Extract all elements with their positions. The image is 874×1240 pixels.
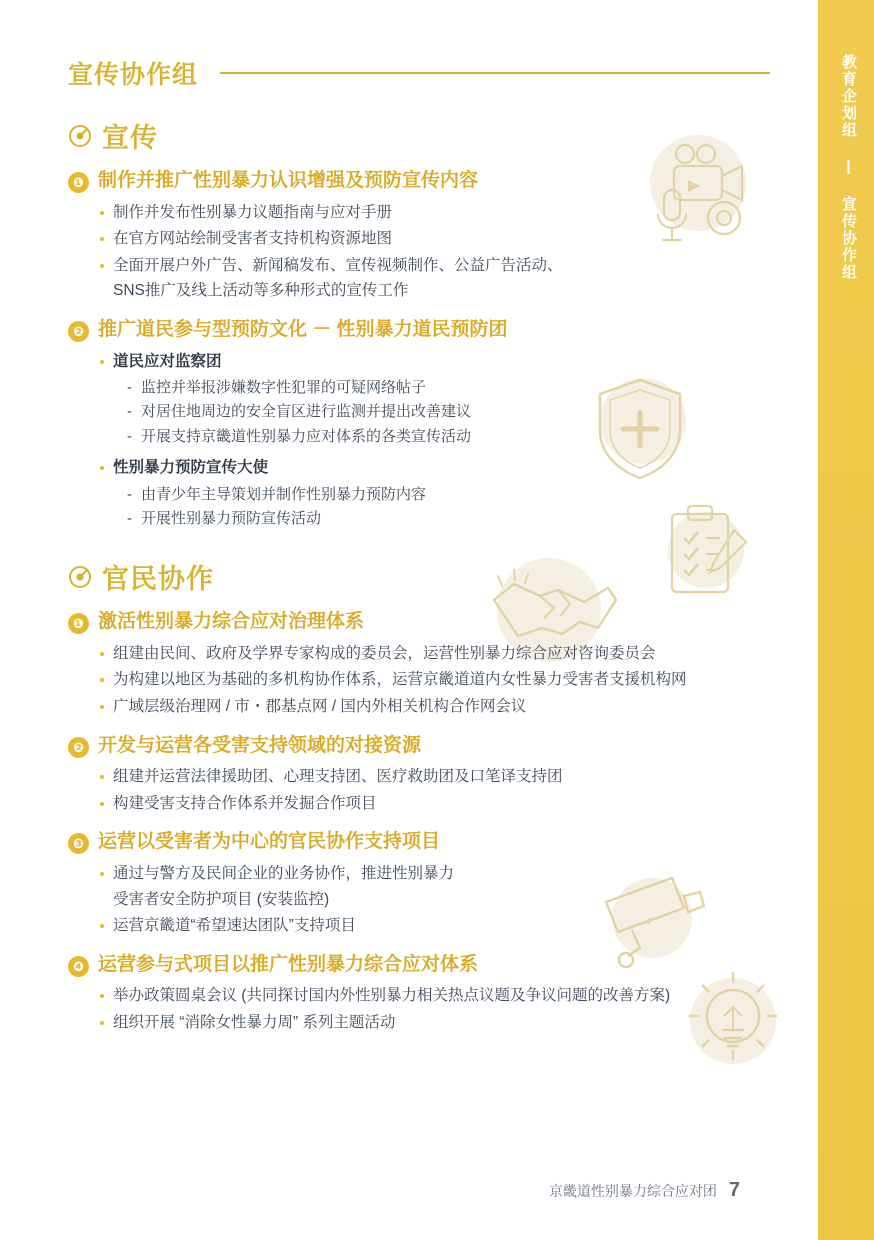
side-tab [818, 0, 874, 1240]
bullet [100, 455, 768, 531]
item-header [68, 318, 768, 343]
bullet-text: 组建并运营法律援助团、心理支持团、医疗救助团及口笔译支持团 [113, 768, 563, 786]
page-number: 7 [728, 1179, 740, 1201]
sub-item: - 监控并举报涉嫌数字性犯罪的可疑网络帖子 [127, 376, 768, 400]
bullet-text: 性别暴力预防宣传大使 [113, 459, 269, 477]
bullet-list [68, 641, 768, 720]
group-title: 官民协作 [102, 564, 214, 595]
item-number: ❷ [68, 737, 89, 758]
bullet-text: 通过与警方及民间企业的业务协作，推进性别暴力 [113, 865, 455, 883]
item-number: ❶ [68, 613, 89, 634]
sub-item: - 对居住地周边的安全盲区进行监测并提出改善建议 [127, 400, 768, 424]
bullet-text: 道民应对监察团 [113, 352, 222, 370]
footer-text: 京畿道性别暴力综合应对团 [548, 1183, 717, 1199]
bullet-text: 全面开展户外广告、新闻稿发布、宣传视频制作、公益广告活动、 [113, 256, 563, 274]
group-promotion [68, 116, 768, 531]
item-number: ❷ [68, 321, 89, 342]
bullet-text: 制作并发布性别暴力议题指南与应对手册 [113, 203, 393, 221]
bullet-list [68, 764, 768, 816]
bullet-text: 组建由民间、政府及学界专家构成的委员会，运营性别暴力综合应对咨询委员会 [113, 644, 656, 662]
bullet-text: 举办政策圆桌会议 (共同探讨国内外性别暴力相关热点议题及争议问题的改善方案) [113, 987, 671, 1005]
item-number: ❹ [68, 956, 89, 977]
side-tab-label: 教育企划组 | 宣传协作组 [840, 54, 857, 281]
bullet [100, 764, 768, 790]
bullet-text: 运营京畿道“希望速达团队”支持项目 [113, 917, 356, 935]
bullet-list [68, 349, 768, 532]
header-rule [220, 72, 770, 74]
item-header [68, 734, 768, 759]
item-number: ❶ [68, 172, 89, 193]
bullet [100, 983, 768, 1009]
bullet [100, 226, 768, 252]
list-item [68, 953, 768, 1036]
bullet [100, 913, 768, 939]
bullet-list [68, 861, 768, 939]
bullet-list [68, 983, 768, 1035]
group-title: 宣传 [102, 123, 158, 153]
sub-item: - 由青少年主导策划并制作性别暴力预防内容 [127, 483, 768, 507]
group-public-private-cooperation [68, 557, 768, 1035]
item-header [68, 953, 768, 978]
bullet [100, 667, 768, 693]
sub-list [113, 483, 768, 532]
sub-list [113, 376, 768, 449]
page-content [68, 110, 768, 1036]
bullet-text: 组织开展 “消除女性暴力周” 系列主题活动 [113, 1014, 396, 1032]
bullet-text: 广域层级治理网 / 市・郡基点网 / 国内外相关机构合作网会议 [113, 698, 527, 716]
item-title: 推广道民参与型预防文化 － 性别暴力道民预防团 [98, 318, 508, 340]
target-icon [68, 565, 92, 589]
bullet [100, 694, 768, 720]
item-title: 激活性别暴力综合应对治理体系 [98, 611, 365, 633]
bullet [100, 641, 768, 667]
item-title: 运营参与式项目以推广性别暴力综合应对体系 [98, 953, 479, 975]
item-title: 开发与运营各受害支持领域的对接资源 [98, 734, 422, 756]
bullet-text-continued: SNS推广及线上活动等多种形式的宣传工作 [113, 282, 409, 300]
bullet-text-continued: 受害者安全防护项目 (安装监控) [113, 890, 330, 908]
bullet [100, 253, 768, 304]
bullet [100, 349, 768, 449]
list-item [68, 318, 768, 531]
item-header [68, 830, 768, 855]
item-number: ❸ [68, 833, 89, 854]
bullet [100, 791, 768, 817]
bullet [100, 1010, 768, 1036]
section-header [68, 55, 772, 91]
target-icon [68, 124, 92, 148]
bullet-text: 为构建以地区为基础的多机构协作体系，运营京畿道道内女性暴力受害者支援机构网 [113, 671, 687, 689]
bullet [100, 200, 768, 226]
page-footer [549, 1179, 740, 1202]
bullet-text: 在官方网站绘制受害者支持机构资源地图 [113, 230, 393, 248]
item-title: 制作并推广性别暴力认识增强及预防宣传内容 [98, 170, 479, 191]
list-item [68, 610, 768, 719]
page-title: 宣传协作组 [68, 61, 199, 89]
bullet-text: 构建受害支持合作体系并发掘合作项目 [113, 794, 377, 812]
sub-item: - 开展性别暴力预防宣传活动 [127, 507, 768, 531]
list-item [68, 734, 768, 817]
list-item [68, 169, 768, 304]
item-header [68, 169, 768, 194]
item-title: 运营以受害者为中心的官民协作支持项目 [98, 831, 441, 853]
bullet [100, 861, 768, 912]
bullet-list [68, 200, 768, 304]
group-heading [68, 557, 768, 596]
list-item [68, 830, 768, 938]
group-heading [68, 116, 768, 155]
sub-item: - 开展支持京畿道性别暴力应对体系的各类宣传活动 [127, 425, 768, 449]
item-header [68, 610, 768, 635]
